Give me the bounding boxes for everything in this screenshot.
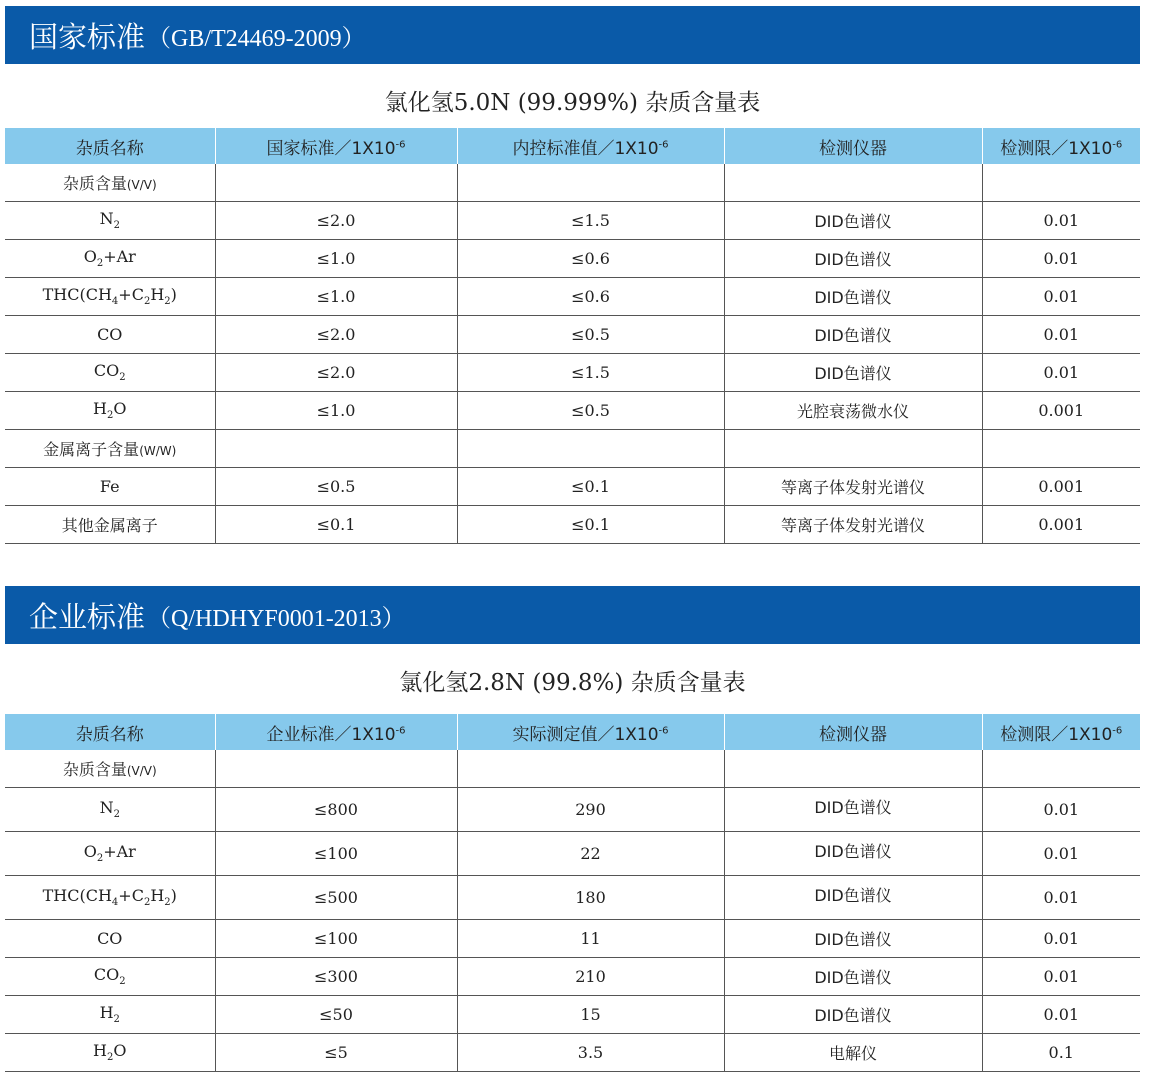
instrument: 等离子体发射光谱仪 xyxy=(724,468,982,506)
banner-title: 国家标准 xyxy=(29,19,146,54)
table-row xyxy=(5,506,1140,544)
standard-value: ≤100 xyxy=(215,832,457,876)
detection-limit: 0.001 xyxy=(982,506,1140,544)
standard-value: ≤2.0 xyxy=(215,354,457,392)
enterprise-standard-banner xyxy=(5,586,1140,644)
table-row xyxy=(5,202,1140,240)
impurity-name: $THC(CH_4+C_2H_2)$ xyxy=(5,876,215,920)
measured-value: 11 xyxy=(457,920,724,958)
table-header-row xyxy=(5,714,1140,750)
detection-limit: 0.01 xyxy=(982,316,1140,354)
section-row-metal xyxy=(5,430,1140,468)
instrument: DID色谱仪 xyxy=(724,996,982,1034)
table-row xyxy=(5,278,1140,316)
metal-ion-content-label: 金属离子含量(W/W) xyxy=(5,430,215,468)
detection-limit: 0.01 xyxy=(982,788,1140,832)
impurity-name: $CO_2$ xyxy=(5,958,215,996)
standard-value: ≤800 xyxy=(215,788,457,832)
internal-value: ≤0.6 xyxy=(457,278,724,316)
internal-value: ≤1.5 xyxy=(457,354,724,392)
table-row xyxy=(5,316,1140,354)
table-row xyxy=(5,876,1140,920)
instrument: DID色谱仪 xyxy=(724,316,982,354)
detection-limit: 0.01 xyxy=(982,240,1140,278)
impurity-name: $N_2$ xyxy=(5,788,215,832)
header-detection-limit: 检测限$/1X10^{-6}$ xyxy=(982,714,1140,750)
detection-limit: 0.01 xyxy=(982,958,1140,996)
impurity-name: $H_2$ xyxy=(5,996,215,1034)
detection-limit: 0.01 xyxy=(982,876,1140,920)
table-row xyxy=(5,920,1140,958)
detection-limit: 0.001 xyxy=(982,392,1140,430)
impurity-name: $O_2+Ar$ xyxy=(5,832,215,876)
instrument: DID色谱仪 xyxy=(724,958,982,996)
instrument: 光腔衰荡微水仪 xyxy=(724,392,982,430)
impurity-name: $N_2$ xyxy=(5,202,215,240)
detection-limit: 0.01 xyxy=(982,832,1140,876)
standard-value: ≤50 xyxy=(215,996,457,1034)
measured-value: 210 xyxy=(457,958,724,996)
table-row xyxy=(5,832,1140,876)
instrument: DID色谱仪 xyxy=(724,832,982,876)
banner-code: （GB/T24469-2009） xyxy=(147,25,366,52)
header-instrument: 检测仪器 xyxy=(724,714,982,750)
standard-value: ≤5 xyxy=(215,1034,457,1072)
internal-value: ≤0.1 xyxy=(457,468,724,506)
impurity-table-enterprise xyxy=(5,714,1140,1072)
standard-value: ≤1.0 xyxy=(215,240,457,278)
table-caption: 氯化氢2.8N (99.8%) 杂质含量表 xyxy=(399,670,746,696)
standard-value: ≤1.0 xyxy=(215,392,457,430)
banner-code: （Q/HDHYF0001-2013） xyxy=(147,605,406,632)
measured-value: 3.5 xyxy=(457,1034,724,1072)
impurity-name: Fe xyxy=(5,468,215,506)
impurity-content-label: 杂质含量(V/V) xyxy=(62,174,157,193)
standard-value: ≤2.0 xyxy=(215,316,457,354)
table-row xyxy=(5,240,1140,278)
measured-value: 15 xyxy=(457,996,724,1034)
impurity-content-label: 杂质含量(V/V) xyxy=(62,760,157,779)
internal-value: ≤1.5 xyxy=(457,202,724,240)
instrument: 电解仪 xyxy=(724,1034,982,1072)
detection-limit: 0.01 xyxy=(982,920,1140,958)
standard-value: ≤100 xyxy=(215,920,457,958)
instrument: 等离子体发射光谱仪 xyxy=(724,506,982,544)
header-national-standard: 国家标准$/1X10^{-6}$ xyxy=(215,128,457,164)
impurity-name: $THC(CH_4+C_2H_2)$ xyxy=(5,278,215,316)
instrument: DID色谱仪 xyxy=(724,920,982,958)
detection-limit: 0.01 xyxy=(982,202,1140,240)
impurity-name: $O_2+Ar$ xyxy=(5,240,215,278)
header-impurity-name: 杂质名称 xyxy=(5,128,215,164)
internal-value: ≤0.5 xyxy=(457,316,724,354)
impurity-name: CO xyxy=(5,920,215,958)
section-row-impurity xyxy=(5,750,1140,788)
table-header-row xyxy=(5,128,1140,164)
detection-limit: 0.01 xyxy=(982,354,1140,392)
measured-value: 180 xyxy=(457,876,724,920)
standard-value: ≤0.1 xyxy=(215,506,457,544)
impurity-name: $H_2O$ xyxy=(5,1034,215,1072)
section-row-impurity xyxy=(5,164,1140,202)
impurity-name: CO xyxy=(5,316,215,354)
header-instrument: 检测仪器 xyxy=(724,128,982,164)
table-row xyxy=(5,392,1140,430)
standard-value: ≤2.0 xyxy=(215,202,457,240)
impurity-name: $CO_2$ xyxy=(5,354,215,392)
table-row xyxy=(5,468,1140,506)
table-row xyxy=(5,788,1140,832)
standard-value: ≤0.5 xyxy=(215,468,457,506)
standard-value: ≤500 xyxy=(215,876,457,920)
internal-value: ≤0.1 xyxy=(457,506,724,544)
instrument: DID色谱仪 xyxy=(724,202,982,240)
measured-value: 22 xyxy=(457,832,724,876)
table-row xyxy=(5,354,1140,392)
table-caption: 氯化氢5.0N (99.999%) 杂质含量表 xyxy=(384,90,761,116)
header-enterprise-standard: 企业标准$/1X10^{-6}$ xyxy=(215,714,457,750)
header-measured-value: 实际测定值$/1X10^{-6}$ xyxy=(457,714,724,750)
header-detection-limit: 检测限$/1X10^{-6}$ xyxy=(982,128,1140,164)
detection-limit: 0.1 xyxy=(982,1034,1140,1072)
impurity-table-national xyxy=(5,128,1140,544)
instrument: DID色谱仪 xyxy=(724,278,982,316)
detection-limit: 0.01 xyxy=(982,278,1140,316)
internal-value: ≤0.6 xyxy=(457,240,724,278)
impurity-name: $H_2O$ xyxy=(5,392,215,430)
table-row xyxy=(5,958,1140,996)
impurity-name: 其他金属离子 xyxy=(5,506,215,544)
table-row xyxy=(5,1034,1140,1072)
header-impurity-name: 杂质名称 xyxy=(5,714,215,750)
instrument: DID色谱仪 xyxy=(724,788,982,832)
instrument: DID色谱仪 xyxy=(724,354,982,392)
internal-value: ≤0.5 xyxy=(457,392,724,430)
instrument: DID色谱仪 xyxy=(724,876,982,920)
standard-value: ≤1.0 xyxy=(215,278,457,316)
measured-value: 290 xyxy=(457,788,724,832)
header-internal-control: 内控标准值$/1X10^{-6}$ xyxy=(457,128,724,164)
instrument: DID色谱仪 xyxy=(724,240,982,278)
table-row xyxy=(5,996,1140,1034)
detection-limit: 0.001 xyxy=(982,468,1140,506)
detection-limit: 0.01 xyxy=(982,996,1140,1034)
standard-value: ≤300 xyxy=(215,958,457,996)
national-standard-banner xyxy=(5,6,1140,64)
banner-title: 企业标准 xyxy=(29,599,146,634)
